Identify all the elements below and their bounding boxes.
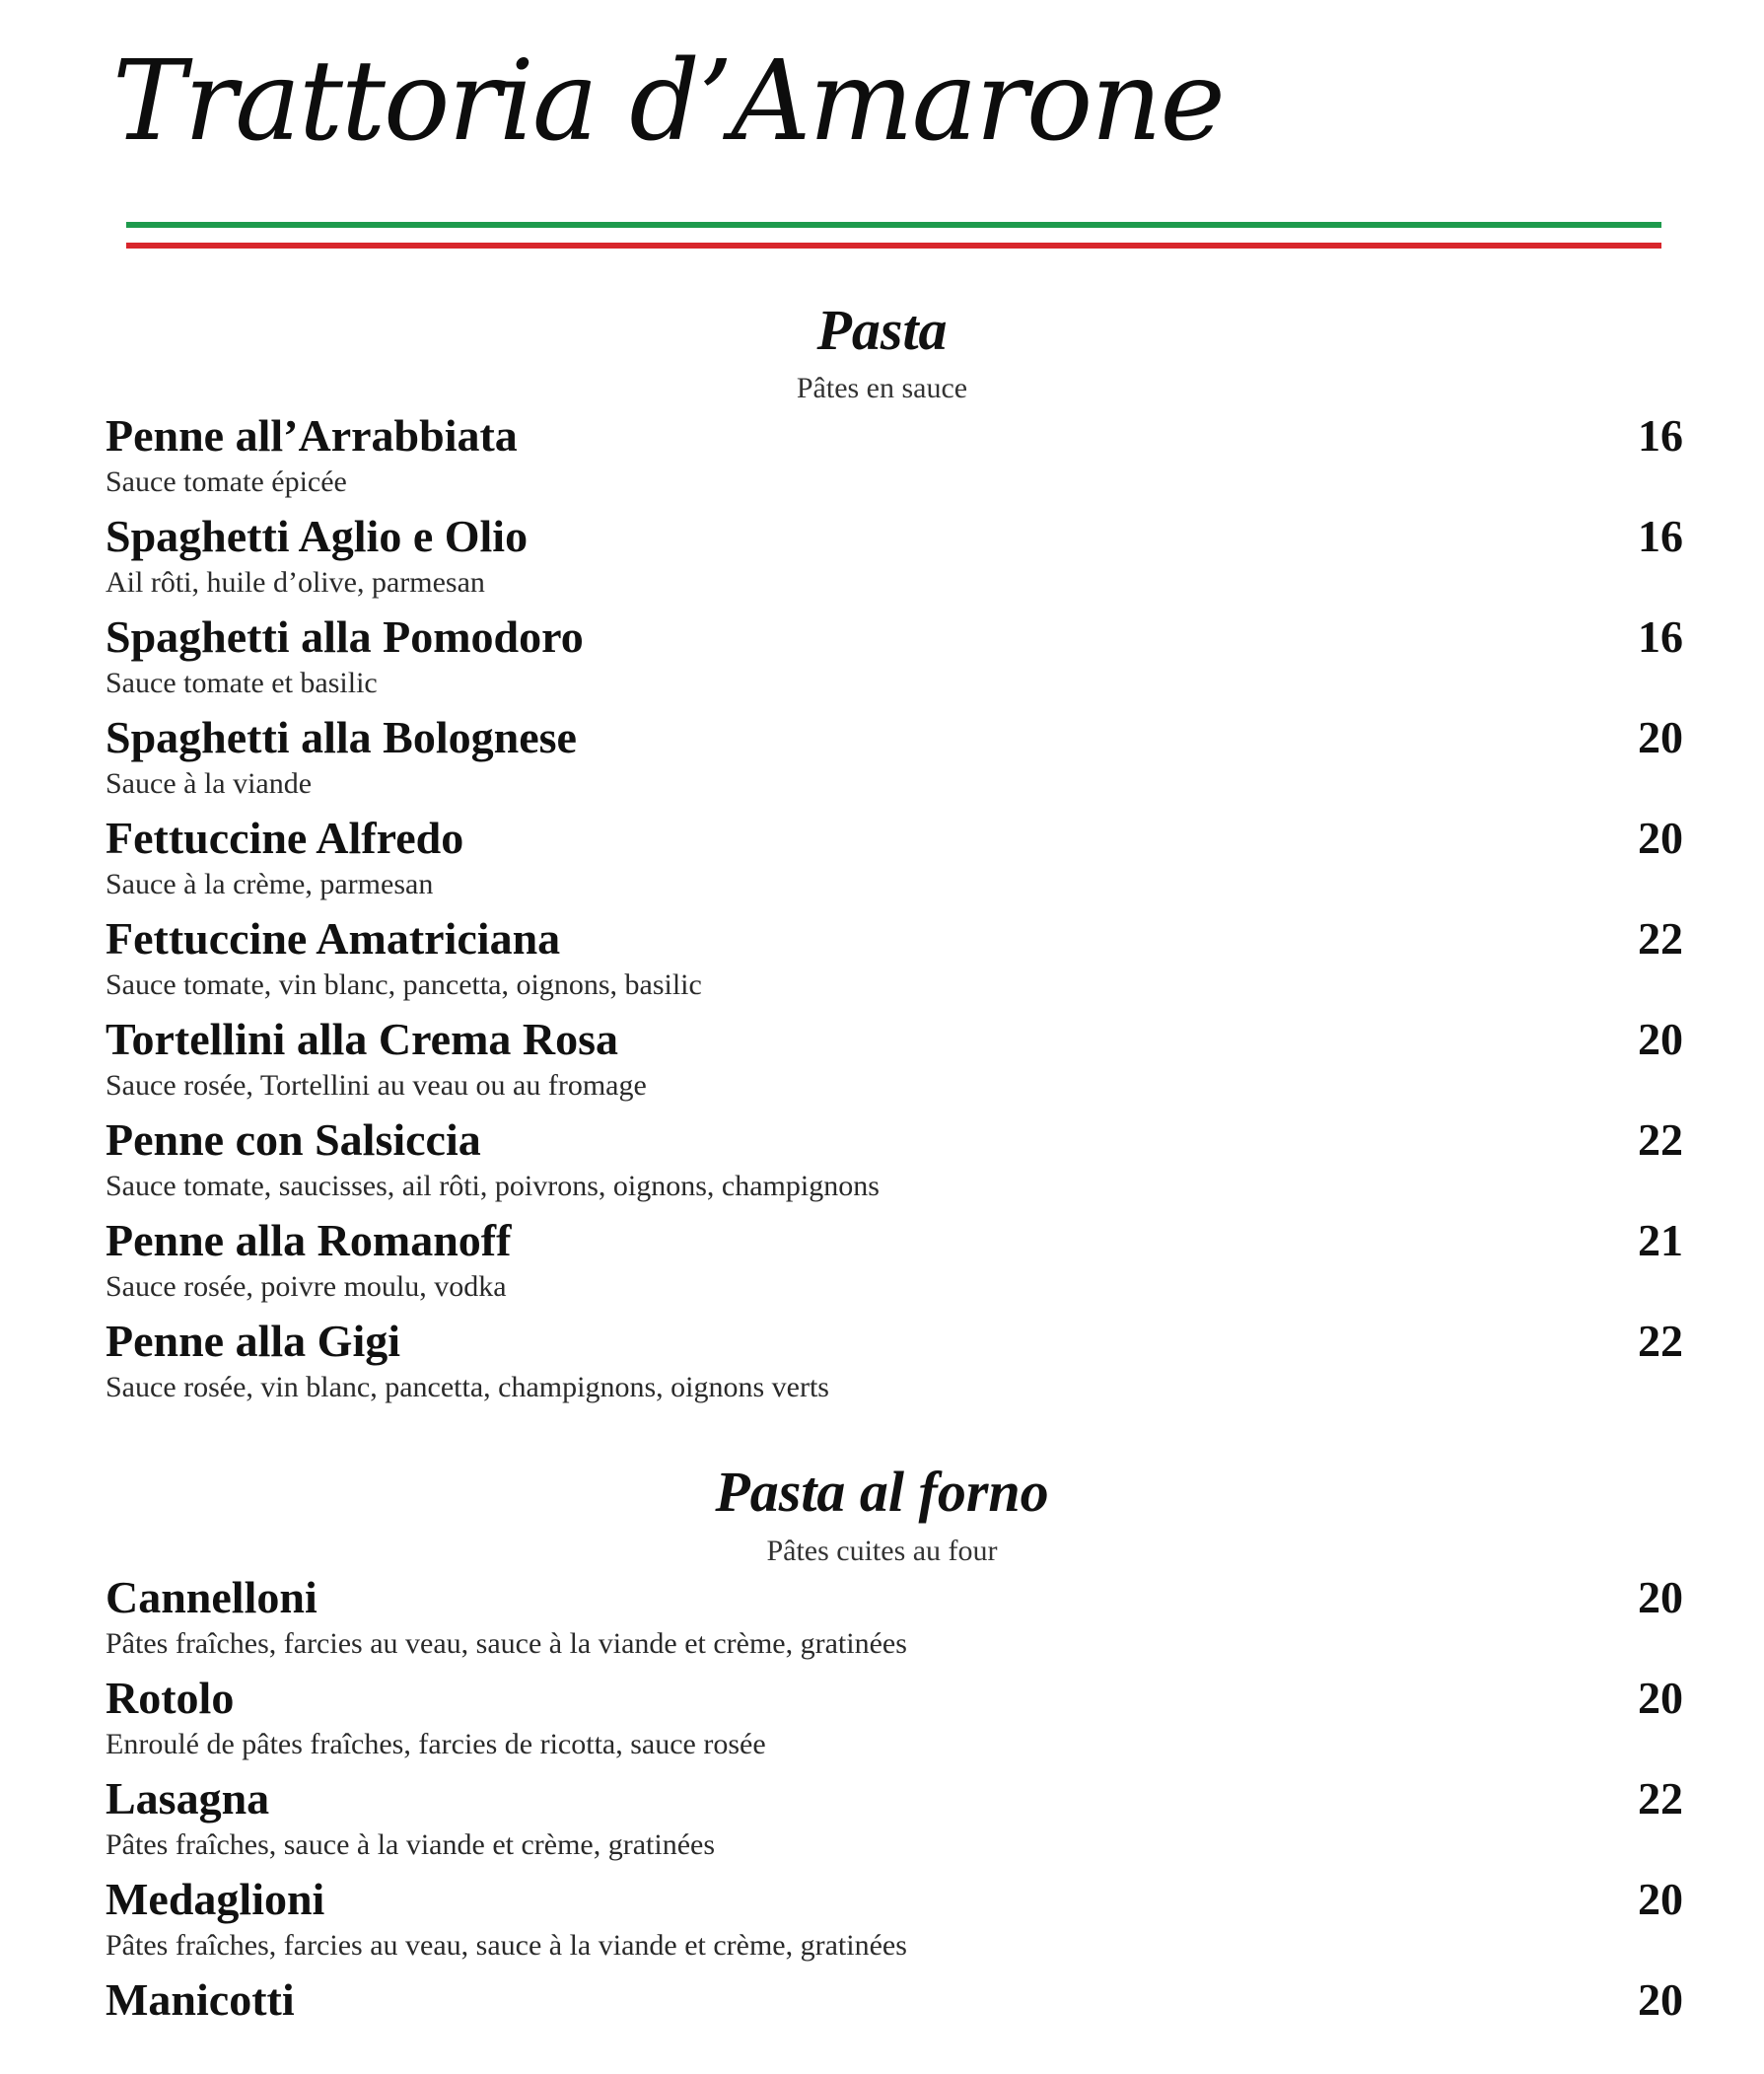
item-name: Fettuccine Alfredo: [106, 813, 464, 863]
item-description: Sauce tomate, saucisses, ail rôti, poivrons, oignons, champignons: [106, 1170, 880, 1202]
item-description: Sauce tomate, vin blanc, pancetta, oignons, basilic: [106, 968, 702, 1001]
menu-item: [106, 912, 1683, 1013]
item-name: Fettuccine Amatriciana: [106, 913, 561, 964]
menu-item: [106, 409, 1683, 510]
item-name: Manicotti: [106, 1974, 295, 2025]
item-description: Ail rôti, huile d’olive, parmesan: [106, 566, 485, 599]
item-price: 22: [1638, 1114, 1683, 1165]
menu-item: [106, 1772, 1683, 1873]
item-price: 22: [1638, 1773, 1683, 1824]
item-price: 22: [1638, 1316, 1683, 1366]
menu-item: [106, 610, 1683, 711]
section-subtitle-pasta: Pâtes en sauce: [796, 372, 968, 404]
menu-item: [106, 1973, 1683, 2074]
item-description: Sauce à la viande: [106, 767, 313, 800]
menu-item: [106, 1571, 1683, 1672]
item-price: 20: [1638, 1673, 1683, 1723]
pasta-al-forno-menu-list: [106, 1571, 1683, 2074]
item-description: Sauce rosée, vin blanc, pancetta, champignons, oignons verts: [106, 1371, 829, 1403]
section-title-pasta-al-forno: Pasta al forno: [715, 1460, 1049, 1524]
item-name: Tortellini alla Crema Rosa: [106, 1014, 619, 1064]
item-description: Sauce tomate épicée: [106, 465, 347, 498]
item-price: 20: [1638, 1874, 1683, 1924]
item-description: Sauce rosée, Tortellini au veau ou au fromage: [106, 1069, 647, 1102]
menu-item: [106, 711, 1683, 812]
item-description: Pâtes fraîches, sauce à la viande et crème, gratinées: [106, 1828, 716, 1861]
menu-item: [106, 812, 1683, 912]
item-name: Rotolo: [106, 1673, 235, 1723]
item-name: Penne alla Romanoff: [106, 1215, 512, 1265]
item-price: 16: [1638, 511, 1683, 561]
item-price: 16: [1638, 410, 1683, 461]
item-price: 20: [1638, 1014, 1683, 1064]
menu-item: [106, 1315, 1683, 1415]
item-price: 20: [1638, 712, 1683, 762]
menu-item: [106, 1873, 1683, 1973]
item-description: Sauce tomate et basilic: [106, 667, 378, 699]
red-divider: [126, 243, 1661, 249]
item-name: Medaglioni: [106, 1874, 325, 1924]
item-price: 20: [1638, 1974, 1683, 2025]
item-description: Sauce rosée, poivre moulu, vodka: [106, 1270, 507, 1303]
item-name: Lasagna: [106, 1773, 270, 1824]
pasta-menu-list: [106, 409, 1683, 1415]
item-price: 21: [1638, 1215, 1683, 1265]
menu-item: [106, 1672, 1683, 1772]
section-title-pasta: Pasta: [816, 298, 948, 362]
item-description: Sauce à la crème, parmesan: [106, 868, 434, 900]
item-price: 16: [1638, 611, 1683, 662]
section-subtitle-pasta-al-forno: Pâtes cuites au four: [766, 1535, 998, 1567]
restaurant-title: Trattoria d’Amarone: [112, 37, 1224, 166]
item-name: Spaghetti alla Bolognese: [106, 712, 577, 762]
item-name: Penne con Salsiccia: [106, 1114, 481, 1165]
green-divider: [126, 222, 1661, 228]
menu-item: [106, 1214, 1683, 1315]
item-price: 20: [1638, 813, 1683, 863]
item-name: Cannelloni: [106, 1572, 318, 1622]
item-description: Pâtes fraîches, farcies au veau, sauce à la viande et crème, gratinées: [106, 1929, 907, 1962]
item-price: 22: [1638, 913, 1683, 964]
item-name: Spaghetti alla Pomodoro: [106, 611, 584, 662]
item-name: Penne all’Arrabbiata: [106, 410, 518, 461]
item-price: 20: [1638, 1572, 1683, 1622]
item-name: Spaghetti Aglio e Olio: [106, 511, 529, 561]
menu-item: [106, 510, 1683, 610]
item-description: Enroulé de pâtes fraîches, farcies de ricotta, sauce rosée: [106, 1728, 766, 1760]
item-description: Pâtes fraîches, farcies au veau, sauce à la viande et crème, gratinées: [106, 1627, 907, 1660]
menu-item: [106, 1113, 1683, 1214]
item-name: Penne alla Gigi: [106, 1316, 400, 1366]
menu-item: [106, 1013, 1683, 1113]
